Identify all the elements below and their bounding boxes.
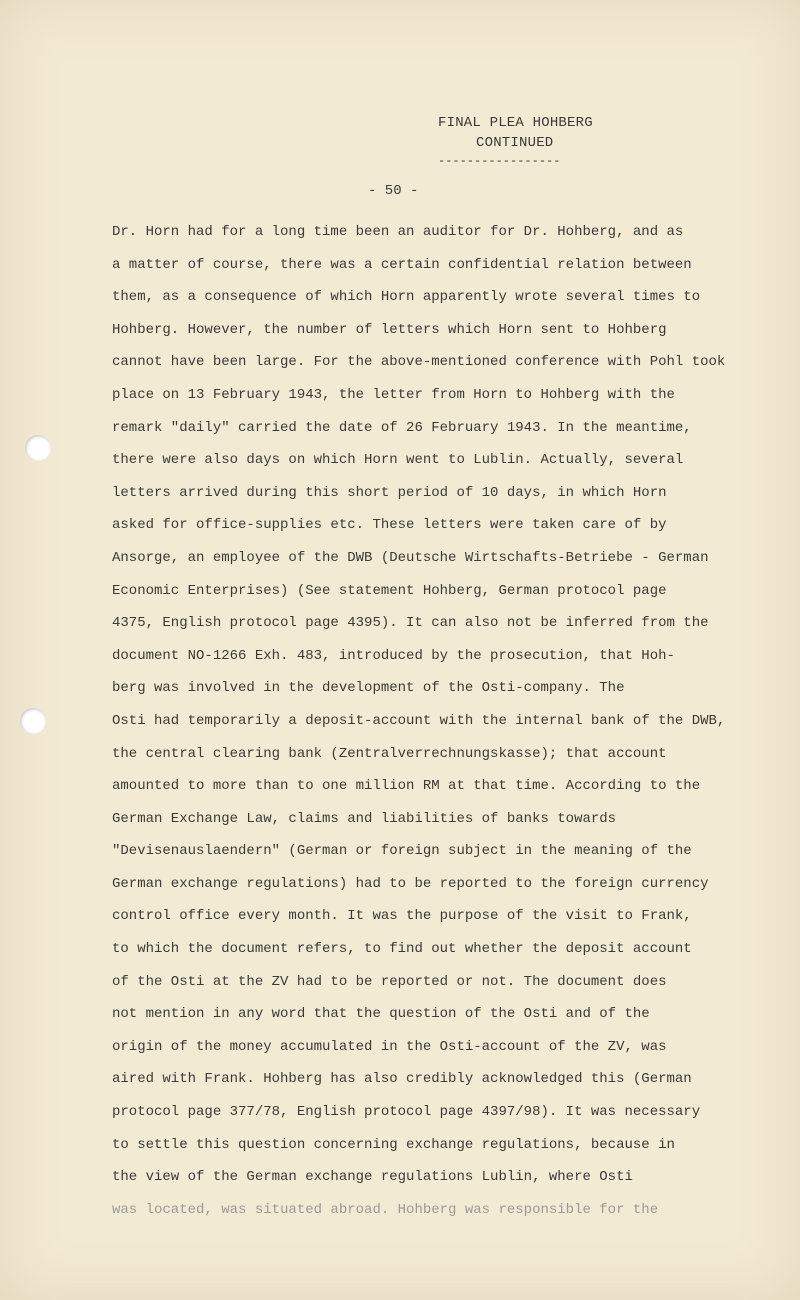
page-header	[438, 113, 593, 169]
body-line: to which the document refers, to find out whether the deposit account	[112, 941, 692, 958]
body-line: asked for office-supplies etc. These letters were taken care of by	[112, 517, 667, 534]
body-line: place on 13 February 1943, the letter from Horn to Hohberg with the	[112, 386, 675, 403]
body-line: Economic Enterprises) (See statement Hohberg, German protocol page	[112, 582, 667, 599]
body-line: Ansorge, an employee of the DWB (Deutsche Wirtschafts-Betriebe - German	[112, 549, 709, 566]
body-line: cannot have been large. For the above-mentioned conference with Pohl took	[112, 354, 726, 371]
body-text	[112, 216, 752, 1226]
body-line: there were also days on which Horn went to Lublin. Actually, several	[112, 452, 684, 469]
body-line: them, as a consequence of which Horn apparently wrote several times to	[112, 289, 701, 306]
body-line: remark "daily" carried the date of 26 February 1943. In the meantime,	[112, 419, 692, 436]
body-line: a matter of course, there was a certain confidential relation between	[112, 256, 692, 273]
body-line: control office every month. It was the purpose of the visit to Frank,	[112, 908, 692, 925]
body-line: German Exchange Law, claims and liabilities of banks towards	[112, 810, 617, 827]
body-line: of the Osti at the ZV had to be reported or not. The document does	[112, 973, 667, 990]
body-line: amounted to more than to one million RM at that time. According to the	[112, 778, 701, 795]
body-line: protocol page 377/78, English protocol page 4397/98). It was necessary	[112, 1104, 701, 1121]
body-line-faded: was located, was situated abroad. Hohberg was responsible for the	[112, 1201, 659, 1218]
body-line: 4375, English protocol page 4395). It can also not be inferred from the	[112, 615, 709, 632]
body-line: to settle this question concerning exchange regulations, because in	[112, 1136, 675, 1153]
punch-hole-bottom	[20, 708, 46, 734]
body-line: the central clearing bank (Zentralverrechnungskasse); that account	[112, 745, 667, 762]
punch-hole-top	[25, 435, 51, 461]
body-line: "Devisenauslaendern" (German or foreign subject in the meaning of the	[112, 843, 692, 860]
body-line: the view of the German exchange regulations Lublin, where Osti	[112, 1169, 633, 1186]
body-line: origin of the money accumulated in the Osti-account of the ZV, was	[112, 1038, 667, 1055]
body-line: Dr. Horn had for a long time been an auditor for Dr. Hohberg, and as	[112, 224, 684, 240]
body-line: aired with Frank. Hohberg has also credibly acknowledged this (German	[112, 1071, 692, 1088]
body-line: German exchange regulations) had to be reported to the foreign currency	[112, 875, 709, 892]
body-line: Hohberg. However, the number of letters which Horn sent to Hohberg	[112, 321, 667, 338]
header-underline: -----------------	[438, 154, 561, 168]
body-line: letters arrived during this short period of 10 days, in which Horn	[112, 484, 667, 501]
body-line: document NO-1266 Exh. 483, introduced by the prosecution, that Hoh-	[112, 647, 675, 664]
body-line: not mention in any word that the question of the Osti and of the	[112, 1006, 650, 1023]
page-number: - 50 -	[368, 183, 419, 199]
body-line: berg was involved in the development of the Osti-company. The	[112, 680, 625, 697]
header-title: FINAL PLEA HOHBERG	[438, 115, 593, 131]
body-line: Osti had temporarily a deposit-account with the internal bank of the DWB,	[112, 712, 726, 729]
header-continued: CONTINUED	[476, 135, 554, 151]
